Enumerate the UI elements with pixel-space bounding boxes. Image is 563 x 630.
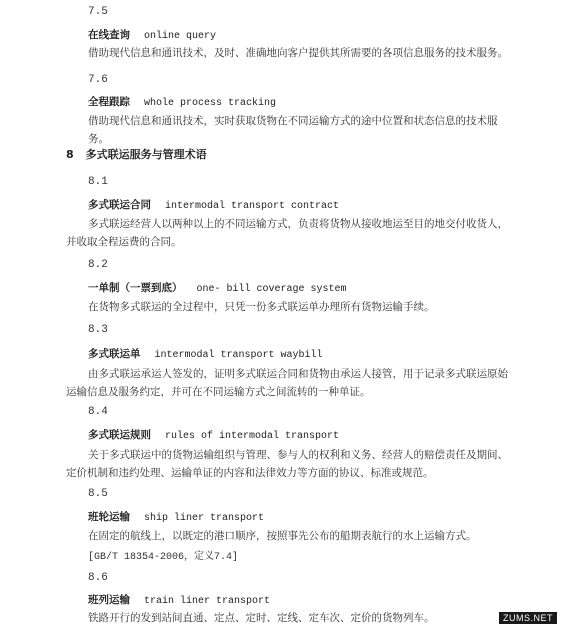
term-definition: 铁路开行的发到站间直通、定点、定时、定线、定车次、定价的货物列车。 [88, 612, 435, 624]
term-zh: 在线查询 [88, 29, 130, 41]
term-title [88, 592, 270, 607]
term-en: rules of intermodal transport [165, 431, 340, 442]
term-title [88, 346, 323, 361]
reference-citation: [GB/T 18354-2006，定义7.4] [88, 552, 239, 563]
term-definition: 在货物多式联运的全过程中，只凭一份多式联运单办理所有货物运输手续。 [88, 301, 435, 313]
term-title [88, 427, 339, 442]
term-en: one- bill coverage system [196, 284, 347, 295]
term-definition: 借助现代信息和通讯技术，及时、准确地向客户提供其所需要的各项信息服务的技术服务。 [88, 47, 508, 59]
section-number: 8.1 [88, 176, 108, 188]
section-number: 8.6 [88, 572, 108, 584]
term-definition: 多式联运经营人以两种以上的不同运输方式，负责将货物从接收地运至目的地交付收货人，并收取全程运费的合同。 [66, 218, 508, 248]
term-en: whole process tracking [144, 98, 277, 109]
term-en: intermodal transport contract [165, 201, 340, 212]
term-zh: 多式联运规则 [88, 429, 151, 441]
term-en: online query [144, 31, 217, 42]
chapter-heading [66, 146, 207, 162]
term-title [88, 509, 264, 524]
section-number: 8.3 [88, 324, 108, 336]
term-title [88, 94, 276, 109]
term-title [88, 197, 339, 212]
term-zh: 全程跟踪 [88, 96, 130, 108]
term-en: train liner transport [144, 596, 271, 607]
term-zh: 班轮运输 [88, 511, 130, 523]
section-number: 8.4 [88, 406, 108, 418]
term-title [88, 27, 216, 42]
chapter-number: 8 [66, 148, 74, 161]
term-zh: 多式联运单 [88, 348, 141, 360]
term-zh: 多式联运合同 [88, 199, 151, 211]
term-zh: 班列运输 [88, 594, 130, 606]
term-en: ship liner transport [144, 513, 265, 524]
chapter-title: 多式联运服务与管理术语 [85, 148, 207, 161]
section-number: 8.2 [88, 259, 108, 271]
section-number: 7.5 [88, 6, 108, 18]
term-zh: 一单制（一票到底） [88, 282, 183, 294]
term-title [88, 280, 347, 295]
term-definition: 借助现代信息和通讯技术，实时获取货物在不同运输方式的途中位置和状态信息的技术服务。 [88, 115, 498, 145]
section-number: 7.6 [88, 74, 108, 86]
term-definition: 由多式联运承运人签发的，证明多式联运合同和货物由承运人接管，用于记录多式联运原始运输信息及服务约定，并可在不同运输方式之间流转的一种单证。 [66, 368, 508, 398]
term-en: intermodal transport waybill [154, 350, 323, 361]
term-definition: 在固定的航线上，以既定的港口顺序，按照事先公布的船期表航行的水上运输方式。 [88, 530, 477, 542]
section-number: 8.5 [88, 488, 108, 500]
watermark-logo: ZUMS.NET [499, 612, 557, 624]
term-definition: 关于多式联运中的货物运输组织与管理、参与人的权利和义务、经营人的赔偿责任及期间、定价机制和违约处理、运输单证的内容和法律效力等方面的协议、标准或规范。 [66, 449, 508, 479]
